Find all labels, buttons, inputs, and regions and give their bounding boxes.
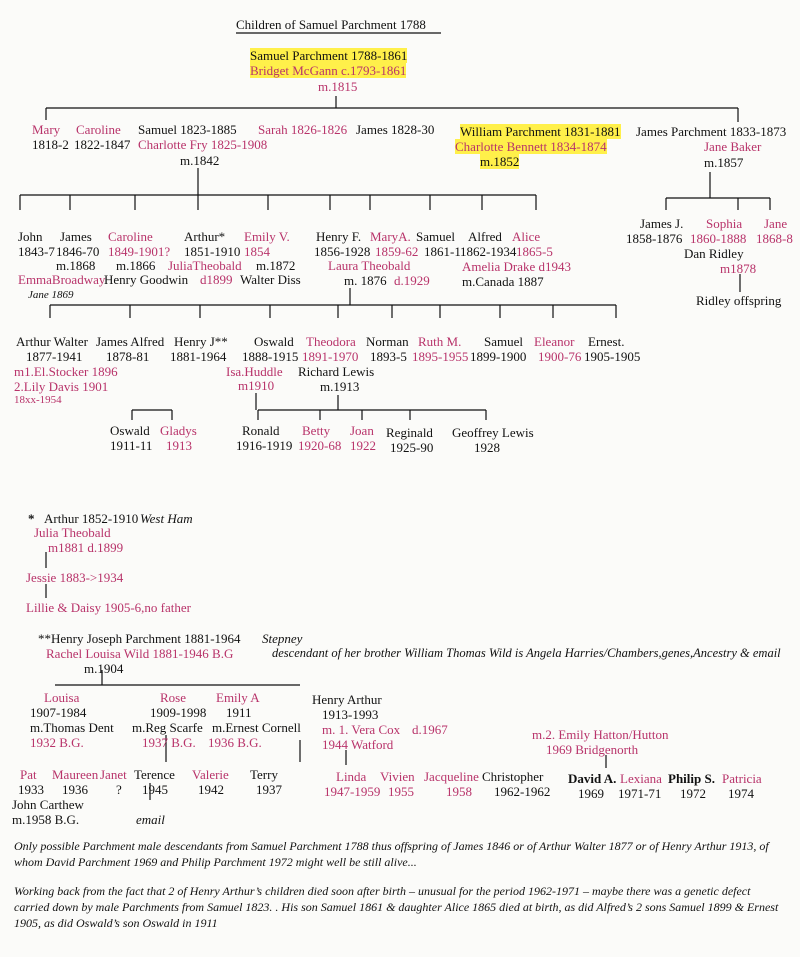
marriage-1876: m. 1876	[344, 273, 387, 288]
person-samuel-1861-years: 1861-1	[424, 244, 461, 259]
person-theodora: Theodora	[306, 334, 356, 349]
person-lexiana-years: 1971-71	[618, 786, 662, 801]
person-terence-years: 1945	[142, 782, 168, 797]
person-henry-j: Henry J**	[174, 334, 228, 349]
spouse-walter-diss: Walter Diss	[240, 272, 301, 287]
person-arthur-years: 1851-1910	[184, 244, 241, 259]
terence-email-note: email	[136, 812, 165, 827]
person-ruth-m-years: 1895-1955	[412, 349, 469, 364]
person-james-1846: James	[60, 229, 92, 244]
person-henry-j-years: 1881-1964	[170, 349, 227, 364]
death-1929: d.1929	[394, 273, 430, 288]
spouse-isa-huddle: Isa.Huddle	[226, 364, 283, 379]
spouse-amelia-drake: Amelia Drake d1943	[462, 259, 572, 274]
person-janet-years: ?	[116, 782, 122, 797]
person-betty-years: 1920-68	[298, 438, 342, 453]
marriage-emily-hatton: m.2. Emily Hatton/Hutton	[532, 727, 669, 742]
chart-title: Children of Samuel Parchment 1788	[236, 17, 426, 32]
emily-a-marriage-date: 1936 B.G.	[208, 735, 262, 750]
person-samuel-1899-years: 1899-1900	[470, 349, 527, 364]
person-ronald-years: 1916-1919	[236, 438, 293, 453]
marriage-1958: m.1958 B.G.	[12, 812, 80, 827]
child-jane-1869: Jane 1869	[28, 289, 74, 301]
person-sophia-years: 1860-1888	[690, 231, 747, 246]
person-henry-f-years: 1856-1928	[314, 244, 371, 259]
marriage-1866: m.1866	[116, 258, 156, 273]
rose-marriage: m.Reg Scarfe	[132, 720, 203, 735]
person-james-1846-years: 1846-70	[56, 244, 100, 259]
marriage-watford: 1944 Watford	[322, 737, 394, 752]
person-philip-s-years: 1972	[680, 786, 706, 801]
louisa-marriage-date: 1932 B.G.	[30, 735, 84, 750]
person-alfred: Alfred	[468, 229, 502, 244]
person-vivien: Vivien	[380, 769, 415, 784]
person-joan-years: 1922	[350, 438, 376, 453]
marriage-canada-1887: m.Canada 1887	[462, 274, 544, 289]
note-genetic-defect: Working back from the fact that 2 of Henry Arthur’s children died soon after birth – unusual for the period 1962-1971 – maybe there was a genetic defect carried down by male Parchments from Samuel 1823. . His son Samuel 1861 & daughter Alice 1865 died at birth, as did Alfred’s 2 sons Samuel 1899 & Ernest 1905, as did Oswald’s son Oswald in 1911	[14, 884, 779, 930]
person-henry-arthur: Henry Arthur	[312, 692, 382, 707]
person-oswald-1911-years: 1911-11	[110, 438, 153, 453]
spouse-dan-ridley: Dan Ridley	[684, 246, 744, 261]
person-oswald-years: 1888-1915	[242, 349, 299, 364]
person-gladys: Gladys	[160, 423, 197, 438]
person-mary-years: 1818-2	[32, 137, 69, 152]
person-rose-years: 1909-1998	[150, 705, 207, 720]
spouse-rachel-wild: Rachel Louisa Wild 1881-1946 B.G	[46, 646, 234, 661]
person-eleanor: Eleanor	[534, 334, 575, 349]
henry-section-head: **Henry Joseph Parchment 1881-1964	[38, 631, 241, 646]
person-james-alfred-years: 1878-81	[106, 349, 150, 364]
person-philip-s: Philip S.	[668, 771, 715, 786]
person-reginald-years: 1925-90	[390, 440, 434, 455]
person-lexiana: Lexiana	[620, 771, 662, 786]
person-norman-years: 1893-5	[370, 349, 407, 364]
person-emily-years: 1854	[244, 244, 270, 259]
person-henry-arthur-years: 1913-1993	[322, 707, 379, 722]
person-arthur: Arthur*	[184, 229, 226, 244]
person-rose: Rose	[160, 690, 186, 705]
person-david-a: David A.	[568, 771, 617, 786]
marriage-1878: m1878	[720, 261, 757, 276]
henry-section-place: Stepney	[262, 631, 303, 646]
person-samuel-1899: Samuel	[484, 334, 523, 349]
person-valerie-years: 1942	[198, 782, 224, 797]
marriage-1857: m.1857	[704, 155, 744, 170]
marriage-1904: m.1904	[84, 661, 124, 676]
spouse-charlotte-fry: Charlotte Fry 1825-1908	[138, 137, 268, 152]
person-linda-years: 1947-1959	[324, 784, 381, 799]
spouse-john-carthew: John Carthew	[12, 797, 84, 812]
person-alfred-years: 1862-1934	[460, 244, 517, 259]
person-joan: Joan	[350, 423, 374, 438]
person-jessie: Jessie 1883->1934	[26, 570, 124, 585]
person-oswald-1911: Oswald	[110, 423, 150, 438]
rose-marriage-date: 1937 B.G.	[142, 735, 196, 750]
ridley-offspring: Ridley offspring	[696, 293, 782, 308]
root-wife: Bridget McGann c.1793-1861	[250, 63, 407, 78]
marriage-1910: m1910	[238, 378, 275, 393]
marriage-1842: m.1842	[180, 153, 220, 168]
person-arthur-walter-years: 1877-1941	[26, 349, 83, 364]
person-marya: MaryA.	[370, 229, 411, 244]
person-jacqueline: Jacqueline	[424, 769, 479, 784]
arthur-section-spouse: Julia Theobald	[34, 525, 111, 540]
person-pat-years: 1933	[18, 782, 44, 797]
person-patricia: Patricia	[722, 771, 762, 786]
spouse-lily-davis-years: 18xx-1954	[14, 394, 62, 406]
person-sophia: Sophia	[706, 216, 743, 231]
person-william: William Parchment 1831-1881	[460, 124, 621, 139]
wild-descendant-note: descendant of her brother William Thomas Wild is Angela Harries/Chambers,genes,Ancestry & email	[272, 646, 781, 660]
person-gladys-years: 1913	[166, 438, 192, 453]
arthur-section-marriage: m1881 d.1899	[48, 540, 124, 555]
spouse-jane-baker: Jane Baker	[704, 139, 762, 154]
person-james-alfred: James Alfred	[96, 334, 165, 349]
person-maureen-years: 1936	[62, 782, 88, 797]
person-jacqueline-years: 1958	[446, 784, 472, 799]
person-caroline: Caroline	[76, 122, 121, 137]
spouse-charlotte-bennett: Charlotte Bennett 1834-1874	[455, 139, 607, 154]
root-marriage: m.1815	[318, 79, 358, 94]
person-patricia-years: 1974	[728, 786, 754, 801]
marriage-vera-cox: m. 1. Vera Cox	[322, 722, 401, 737]
person-theodora-years: 1891-1970	[302, 349, 359, 364]
person-pat: Pat	[20, 767, 37, 782]
person-geoffrey-lewis: Geoffrey Lewis	[452, 425, 534, 440]
person-christopher-years: 1962-1962	[494, 784, 551, 799]
person-terence: Terence	[134, 767, 175, 782]
person-betty: Betty	[302, 423, 331, 438]
spouse-emma-broadway: EmmaBroadway	[18, 272, 106, 287]
person-lillie-daisy: Lillie & Daisy 1905-6,no father	[26, 600, 191, 615]
spouse-henry-goodwin: Henry Goodwin	[104, 272, 189, 287]
person-david-a-years: 1969	[578, 786, 604, 801]
person-terry: Terry	[250, 767, 278, 782]
person-alice: Alice	[512, 229, 541, 244]
person-norman: Norman	[366, 334, 409, 349]
person-samuel-1823: Samuel 1823-1885	[138, 122, 237, 137]
spouse-lily-davis: 2.Lily Davis 1901	[14, 379, 109, 394]
person-linda: Linda	[336, 769, 367, 784]
person-ernest: Ernest.	[588, 334, 625, 349]
person-marya-years: 1859-62	[375, 244, 419, 259]
person-louisa-years: 1907-1984	[30, 705, 87, 720]
person-caroline-1849: Caroline	[108, 229, 153, 244]
person-christopher: Christopher	[482, 769, 544, 784]
person-reginald: Reginald	[386, 425, 433, 440]
person-john-years: 1843-7	[18, 244, 55, 259]
spouse-laura-theobald: Laura Theobald	[328, 258, 411, 273]
person-alice-years: 1865-5	[516, 244, 553, 259]
person-ernest-years: 1905-1905	[584, 349, 641, 364]
person-louisa: Louisa	[44, 690, 80, 705]
person-sarah: Sarah 1826-1826	[258, 122, 348, 137]
marriage-1868: m.1868	[56, 258, 96, 273]
person-jane: Jane	[764, 216, 788, 231]
person-valerie: Valerie	[192, 767, 229, 782]
person-eleanor-years: 1900-76	[538, 349, 582, 364]
person-terry-years: 1937	[256, 782, 282, 797]
person-maureen: Maureen	[52, 767, 99, 782]
spouse-el-stocker: m1.El.Stocker 1896	[14, 364, 118, 379]
marriage-1913: m.1913	[320, 379, 360, 394]
arthur-section-head: Arthur 1852-1910	[44, 511, 139, 526]
person-james-j: James J.	[640, 216, 684, 231]
spouse-richard-lewis: Richard Lewis	[298, 364, 375, 379]
person-caroline-1849-years: 1849-1901?	[108, 244, 171, 259]
spouse-julia-theobald: JuliaTheobald	[168, 258, 242, 273]
root-husband: Samuel Parchment 1788-1861	[250, 48, 408, 63]
vera-cox-death: d.1967	[412, 722, 448, 737]
person-ruth-m: Ruth M.	[418, 334, 462, 349]
person-james-1828: James 1828-30	[356, 122, 435, 137]
person-geoffrey-years: 1928	[474, 440, 500, 455]
person-james-1833: James Parchment 1833-1873	[636, 124, 787, 139]
emily-a-marriage: m.Ernest Cornell	[212, 720, 301, 735]
arthur-star: *	[28, 511, 35, 526]
person-emily-a: Emily A	[216, 690, 260, 705]
louisa-marriage: m.Thomas Dent	[30, 720, 114, 735]
person-jane-years: 1868-8	[756, 231, 793, 246]
note-male-descendants: Only possible Parchment male descendants from Samuel Parchment 1788 thus offspring of James 1846 or of Arthur Walter 1877 or of Henry Arthur 1913, of whom David Parchment 1969 and Philip Parchment 1972 might well be still alive...	[14, 839, 769, 869]
death-1899: d1899	[200, 272, 233, 287]
person-samuel-1861: Samuel	[416, 229, 455, 244]
person-ronald: Ronald	[242, 423, 280, 438]
person-janet: Janet	[100, 767, 127, 782]
person-james-j-years: 1858-1876	[626, 231, 683, 246]
marriage-1872: m.1872	[256, 258, 296, 273]
person-john: John	[18, 229, 43, 244]
person-arthur-walter: Arthur Walter	[16, 334, 88, 349]
person-emily-v: Emily V.	[244, 229, 290, 244]
person-henry-f: Henry F.	[316, 229, 362, 244]
marriage-1852: m.1852	[480, 154, 520, 169]
person-emily-a-years: 1911	[226, 705, 252, 720]
person-oswald: Oswald	[254, 334, 294, 349]
marriage-bridgenorth: 1969 Bridgenorth	[546, 742, 639, 757]
person-caroline-years: 1822-1847	[74, 137, 131, 152]
person-vivien-years: 1955	[388, 784, 414, 799]
person-mary: Mary	[32, 122, 61, 137]
arthur-section-place: West Ham	[140, 511, 193, 526]
